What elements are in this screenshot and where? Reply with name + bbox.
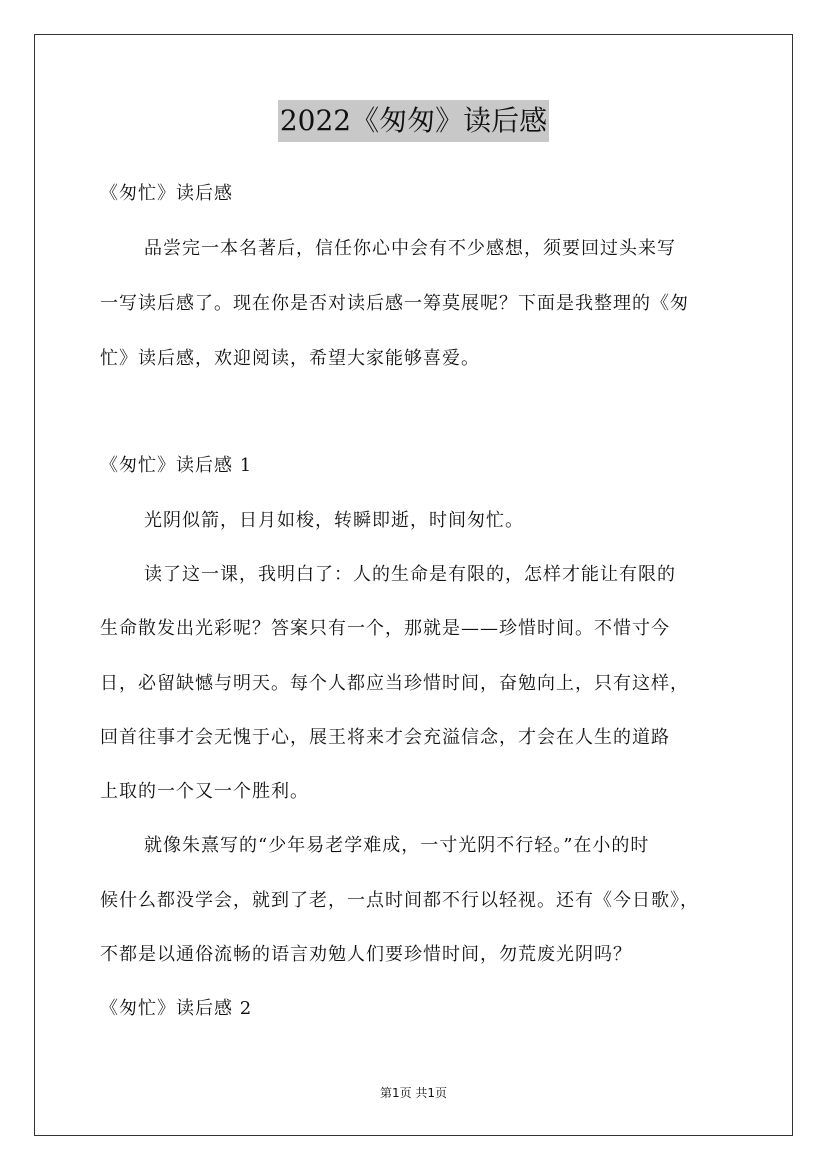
paragraph-line: 光阴似箭，日月如梭，转瞬即逝，时间匆忙。	[144, 510, 524, 531]
section-heading: 《匆忙》读后感 1	[100, 455, 253, 476]
paragraph-line: 上取的一个又一个胜利。	[100, 781, 309, 802]
paragraph-line: 日，必留缺憾与明天。每个人都应当珍惜时间，奋勉向上，只有这样，	[100, 673, 689, 694]
paragraph-line: 候什么都没学会，就到了老，一点时间都不行以轻视。还有《今日歌》，	[100, 890, 699, 911]
section-heading: 《匆忙》读后感	[100, 183, 233, 204]
paragraph-line: 忙》读后感，欢迎阅读，希望大家能够喜爱。	[100, 348, 480, 369]
document-title: 2022《匆匆》读后感	[278, 100, 549, 142]
paragraph-line: 一写读后感了。现在你是否对读后感一筹莫展呢？下面是我整理的《匆	[100, 293, 689, 314]
paragraph-line: 生命散发出光彩呢？答案只有一个，那就是——珍惜时间。不惜寸今	[100, 618, 670, 639]
title-container	[0, 100, 827, 142]
paragraph-line: 就像朱熹写的“少年易老学难成，一寸光阴不行轻。”在小的时	[144, 835, 650, 856]
paragraph-line: 回首往事才会无愧于心，展王将来才会充溢信念，才会在人生的道路	[100, 727, 670, 748]
paragraph-line: 不都是以通俗流畅的语言劝勉人们要珍惜时间，勿荒废光阴吗？	[100, 944, 632, 965]
paragraph-line: 品尝完一本名著后，信任你心中会有不少感想，须要回过头来写	[144, 238, 676, 259]
section-heading: 《匆忙》读后感 2	[100, 998, 253, 1019]
paragraph-line: 读了这一课，我明白了：人的生命是有限的，怎样才能让有限的	[144, 564, 676, 585]
page-footer: 第1页 共1页	[379, 1086, 448, 1100]
